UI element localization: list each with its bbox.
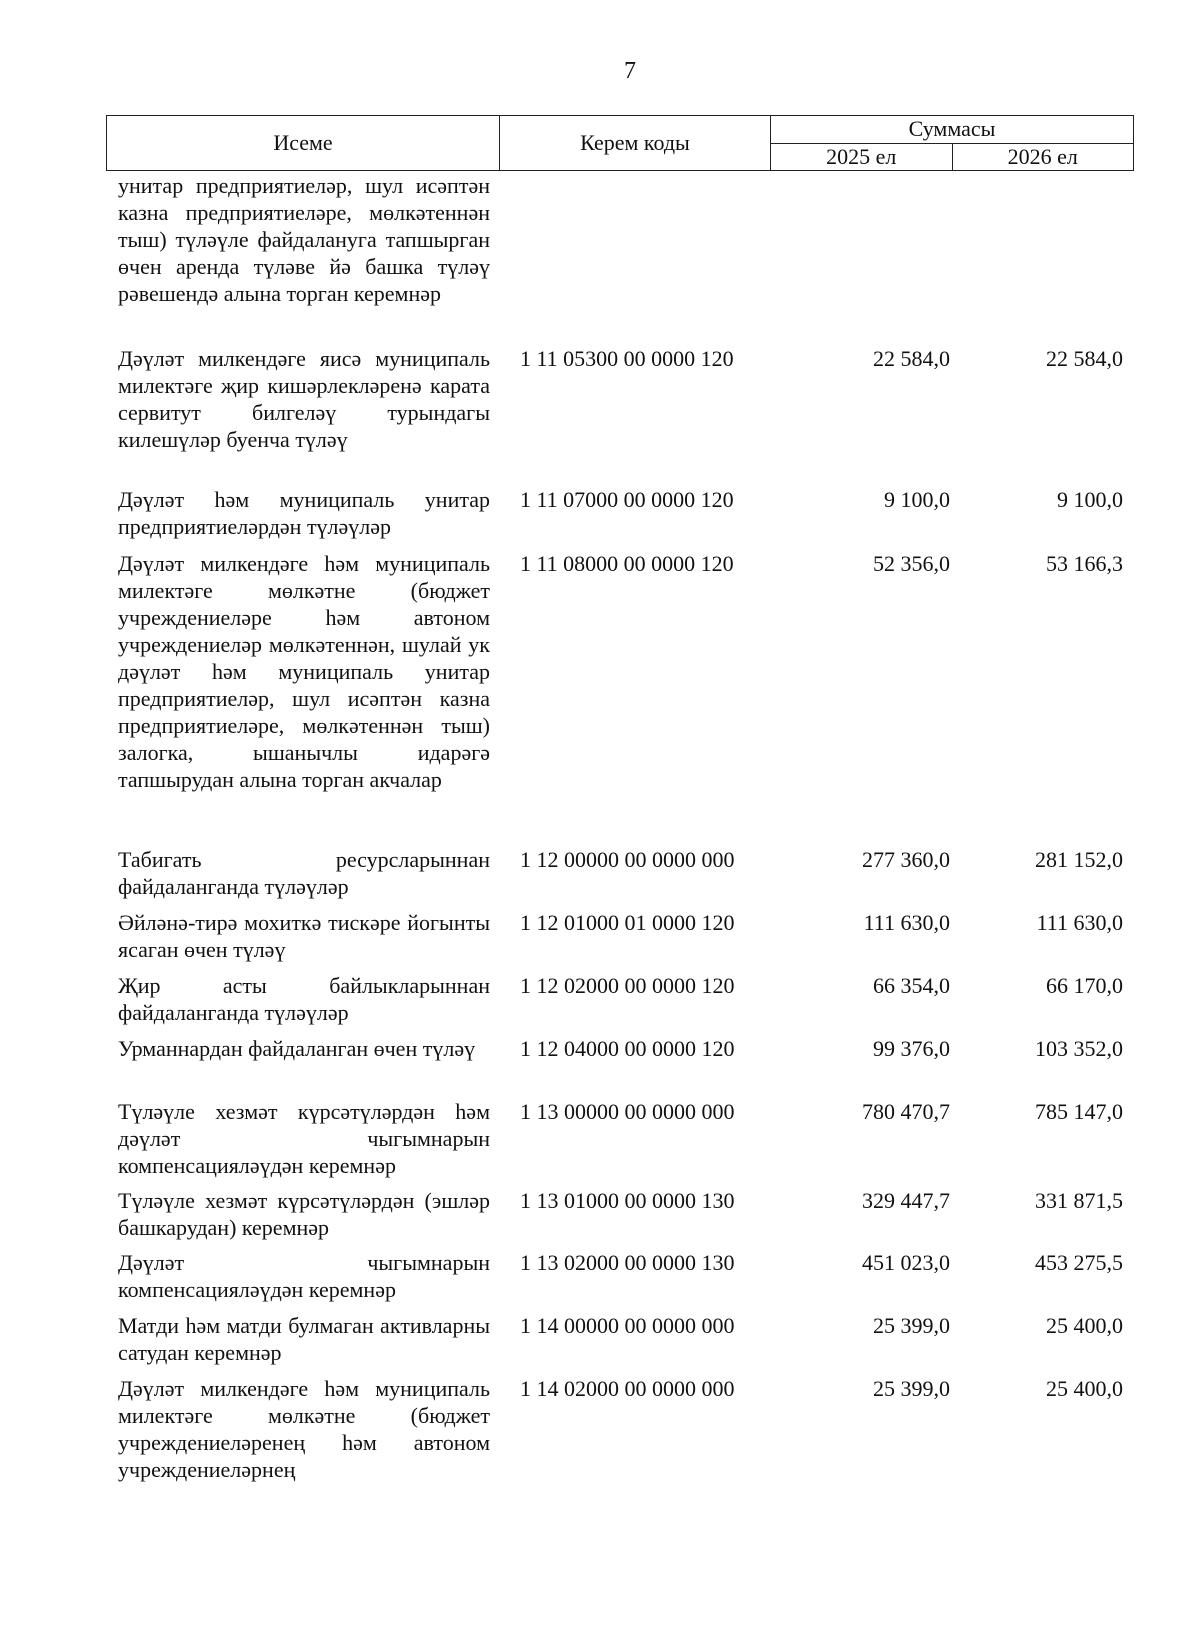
- column-header-name: Исеме: [107, 116, 500, 171]
- row-value-2026: 331 871,5: [1035, 1188, 1123, 1213]
- row-value-2026: 785 147,0: [1035, 1099, 1123, 1124]
- row-value-2025: 277 360,0: [862, 847, 950, 872]
- row-value-2025: 451 023,0: [862, 1250, 950, 1275]
- row-value-2025: 9 100,0: [884, 487, 950, 512]
- row-value-2026: 103 352,0: [1035, 1036, 1123, 1061]
- row-name: Түләүле хезмәт күрсәтүләрдән һәм дәүләт чыгымнарын компенсацияләүдән керемнәр: [118, 1099, 490, 1178]
- row-code: 1 12 04000 00 0000 120: [520, 1036, 735, 1061]
- row-value-2025: 52 356,0: [873, 551, 950, 576]
- row-name: Түләүле хезмәт күрсәтүләрдән (эшләр башкарудан) керемнәр: [118, 1188, 490, 1240]
- row-code: 1 14 00000 00 0000 000: [520, 1313, 735, 1338]
- row-code: 1 13 02000 00 0000 130: [520, 1250, 735, 1275]
- row-name: Дәүләт милкендәге яисә муниципаль милектәге җир кишәрлекләренә карата сервитут билгеләү турындагы килешүләр буенча түләү: [118, 346, 490, 452]
- row-code: 1 13 01000 00 0000 130: [520, 1188, 735, 1213]
- row-code: 1 12 02000 00 0000 120: [520, 973, 735, 998]
- row-value-2025: 22 584,0: [873, 346, 950, 371]
- row-value-2026: 9 100,0: [1057, 487, 1123, 512]
- row-name: Матди һәм матди булмаган активларны сатудан керемнәр: [118, 1313, 490, 1365]
- row-value-2025: 66 354,0: [873, 973, 950, 998]
- row-name: Дәүләт милкендәге һәм муниципаль милектәге мөлкәтне (бюджет учреждениеләренең һәм автоном учреждениеләрнең: [118, 1376, 490, 1482]
- row-name: Җир асты байлыкларыннан файдаланганда түләүләр: [118, 973, 490, 1025]
- row-code: 1 13 00000 00 0000 000: [520, 1099, 735, 1124]
- row-name: Урманнардан файдаланган өчен түләү: [118, 1036, 476, 1061]
- row-value-2025: 25 399,0: [873, 1376, 950, 1401]
- row-value-2025: 99 376,0: [873, 1036, 950, 1061]
- column-header-code: Керем коды: [500, 116, 771, 171]
- row-code: 1 12 00000 00 0000 000: [520, 847, 735, 872]
- page-number: 7: [624, 58, 636, 84]
- row-name: Табигать ресурсларыннан файдаланганда түләүләр: [118, 847, 490, 899]
- row-value-2026: 453 275,5: [1035, 1250, 1123, 1275]
- row-value-2025: 329 447,7: [862, 1188, 950, 1213]
- column-header-year-2025: 2025 ел: [771, 143, 953, 171]
- row-value-2025: 780 470,7: [862, 1099, 950, 1124]
- row-code: 1 14 02000 00 0000 000: [520, 1376, 735, 1401]
- row-name: Әйләнә-тирә мохиткә тискәре йогынты ясаган өчен түләү: [118, 910, 490, 962]
- row-name: Дәүләт милкендәге һәм муниципаль милектәге мөлкәтне (бюджет учреждениеләре һәм автоном учреждениеләр мөлкәтеннән, шулай ук дәүләт һәм муниципаль унитар предприятиеләр, шул исәптән казна предприятиеләре, мөлкәтеннән тыш) залогка, ышанычлы идарәгә тапшырудан алына торган акчалар: [118, 551, 490, 792]
- row-value-2026: 66 170,0: [1046, 973, 1123, 998]
- column-header-year-2026: 2026 ел: [952, 143, 1134, 171]
- row-code: 1 12 01000 01 0000 120: [520, 910, 735, 935]
- row-name: Дәүләт һәм муниципаль унитар предприятиеләрдән түләүләр: [118, 487, 490, 539]
- row-value-2026: 25 400,0: [1046, 1313, 1123, 1338]
- row-value-2026: 22 584,0: [1046, 346, 1123, 371]
- row-value-2026: 111 630,0: [1036, 910, 1123, 935]
- row-value-2026: 25 400,0: [1046, 1376, 1123, 1401]
- row-code: 1 11 07000 00 0000 120: [520, 487, 734, 512]
- row-value-2025: 25 399,0: [873, 1313, 950, 1338]
- row-code: 1 11 05300 00 0000 120: [520, 346, 734, 371]
- row-name: Дәүләт чыгымнарын компенсацияләүдән керемнәр: [118, 1250, 490, 1302]
- row-value-2025: 111 630,0: [863, 910, 950, 935]
- row-name: унитар предприятиеләр, шул исәптән казна предприятиеләре, мөлкәтеннән тыш) түләүле файдалануга тапшырган өчен аренда түләве йә башка түләү рәвешендә алына торган керемнәр: [118, 173, 490, 306]
- row-code: 1 11 08000 00 0000 120: [520, 551, 734, 576]
- row-value-2026: 53 166,3: [1046, 551, 1123, 576]
- row-value-2026: 281 152,0: [1035, 847, 1123, 872]
- column-header-sum: Суммасы: [771, 116, 1134, 144]
